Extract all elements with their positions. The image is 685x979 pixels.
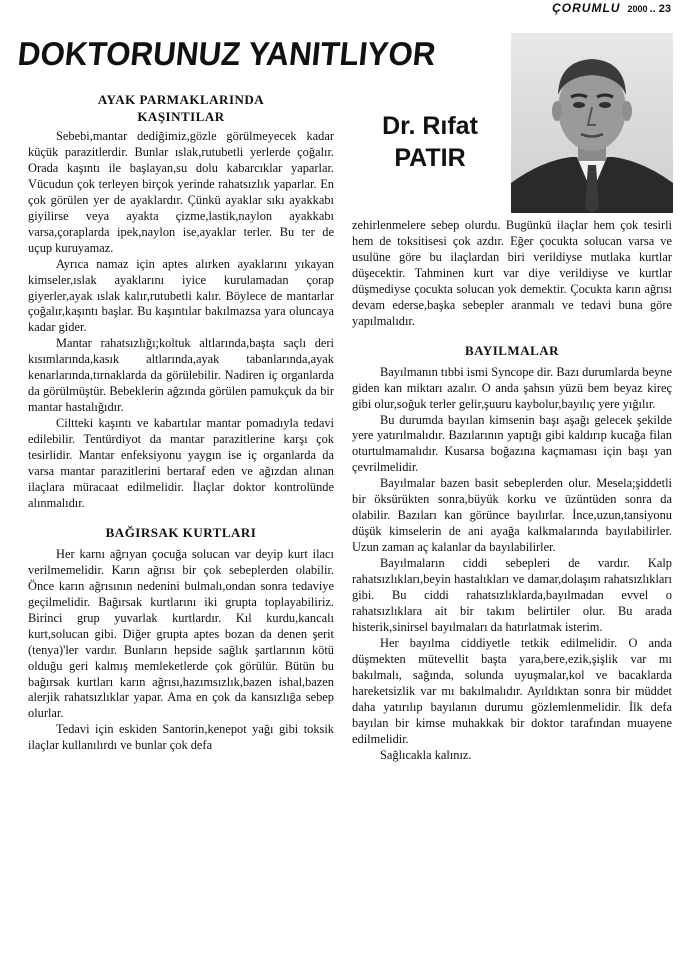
paragraph: Her bayılma ciddiyetle tetkik edilmelidir. O anda düşmekten mütevellit başta yara,bere,ezik,şişlik var mı bakılmalı, sağında, solunda uyuşmalar,kol ve bacaklarda hareketsizlik var mı bakılmalıdır. Ayıldıktan sonra bir müddet daha yatırılıp bayılanın durumu gözlemlenmelidir. İlk defa bayılan bir kimse muhakkak bir doktor tarafından muayene edilmelidir. [352, 635, 672, 746]
paragraph: Bayılmalar bazen basit sebeplerden olur. Mesela;şiddetli bir öksürükten sonra,büyük korku ve üzüntüden sonra da olabilir. Bazıları kan görünce bayılırlar. İnce,uzun,tansiyonu düşük kimselerin de ani ayağa kalkmalarında bayılabilirler. Uzun zaman aç kalanlar da bayılabilirler. [352, 476, 672, 555]
section-heading-fainting: BAYILMALAR [464, 342, 560, 358]
author-surname: PATIR [394, 144, 466, 172]
section-heading-intestinal-worms: BAĞIRSAK KURTLARI [105, 524, 257, 540]
paragraph: Ayrıca namaz için aptes alırken ayaklarını yıkayan kimseler,ıslak ayaklarını iyice kurulamadan çorap giyerler,ayak ıslak kalır,rutubetli kalır. Böylece de mantarlar çoğalır,kaşıntı başlar. Bu kaşıntılar bakılmazsa yara oluncaya kadar gider. [28, 256, 334, 335]
page-number: 23 [658, 3, 671, 15]
paragraph: Tedavi için eskiden Santorin,kenepot yağı gibi toksik ilaçlar kullanılırdı ve bunlar çok defa [28, 722, 334, 753]
paragraph: Sebebi,mantar dediğimiz,gözle görülmeyecek kadar küçük parazitlerdir. Bunlar ıslak,rutubetli yerlerde çoğalır. Orada kaşıntı ile başlayan,su dolu kabarcıklar yaparlar. Vücudun çok terleyen birçok yerinde rahatsızlık yaparlar. En çok görülen yer de ayaklardır. Çünkü ayaklar sıkı ayakkabı giyilirse veya ayakta çizme,lastik,naylon ayakkabı varsa,çoraplarda ipek,naylon ise,ayaklar terler. Bu ter de uçup kuruyamaz. [28, 129, 334, 255]
left-column [28, 91, 334, 754]
section-heading-athletes-foot [28, 91, 334, 125]
page-header [552, 1, 671, 15]
author-photo [511, 33, 673, 213]
paragraph: zehirlenmelere sebep olurdu. Bugünkü ilaçlar hem çok tesirli hem de toksitisesi çok azdır. Eğer çocukta solucan varsa ve usulüne göre bu ilaçlardan biri verildiyse mutlaka kurtlar düşecektir. Tahminen kurt var diye verildiyse ve kurtlar düşmediyse çocukta solucan yok demektir. Çocukta karın ağrısı devam ederse,başka sebepler aranmalı ve tedavi buna göre yapılmalıdır. [352, 218, 672, 328]
heading-line-1: AYAK PARMAKLARINDA [97, 92, 265, 107]
paragraph: Ciltteki kaşıntı ve kabartılar mantar pomadıyla tedavi edilebilir. Tentürdiyot da mantar parazitlerine karşı çok tesirlidir. Mantar enfeksiyonu yaygın ise iç organlarda da varsa mantar parazitlerini bertaraf eden ve ağızdan alınan ilaçlara müracaat edilmelidir. İlaçlar doktor kontrolünde alınmalıdır. [28, 416, 334, 510]
page-title: DOKTORUNUZ YANITLIYOR [16, 35, 438, 72]
paragraph: Her karnı ağrıyan çocuğa solucan var deyip kurt ilacı verilmemelidir. Karın ağrısı bir çok sebeplerden olabilir. Önce karın ağrısının nedenini bulmalı,ondan sonra tedaviye geçilmelidir. Bağırsak kurtlarını iki grupta toplayabiliriz. Birinci grup yuvarlak kurtlardır. Kıl kurdu,kancalı kurt,solucan gibi. Diğer grupta aptes bozan da denen şerit (tenya)'ler vardır. Bunların hepside sağlık şartlarının kötü olduğu geri kalmış memleketlerde çok görülür. Bütün bu bağırsak kurtları karın ağrısı,hazımsızlık,bazen ishal,bazen alerjik rahatsızlıklar yapar. Ama en çok da kansızlığa sebep olurlar. [28, 546, 334, 721]
heading-line-2: KAŞINTILAR [137, 109, 225, 124]
portrait-image [511, 33, 673, 213]
paragraph: Bayılmaların ciddi sebepleri de vardır. Kalp rahatsızlıkları,beyin hastalıkları ve damar,dolaşım rahatsızlıkları gibi. Bu ciddi rahatsızlıklarda,bayılmadan evvel o rahatsızlıklara ait bir takım belirtiler olur. Bu arada histerik,sinirsel bayılmaları da hatırlatmak isterim. [352, 556, 672, 634]
right-column [352, 218, 672, 764]
paragraph: Bayılmanın tıbbi ismi Syncope dir. Bazı durumlarda beyne giden kan miktarı azalır. O anda şahsın yüzü bem beyaz kireç gibi olur,soğuk terler gelir,şuuru kaybolur,bayılıç yere yığılır. [352, 364, 672, 411]
closing-line: Sağlıcakla kalınız. [380, 747, 472, 762]
magazine-name: ÇORUMLU [552, 1, 621, 15]
author-title: Dr. Rıfat [382, 112, 478, 140]
paragraph: Mantar rahatsızlığı;koltuk altlarında,başta saçlı deri kısımlarında,kasık altlarında,ayak tabanlarında,ayak kenarlarında,tırnaklarda da görülebilir. Nadiren iç organlarda da görülmüştür. Bebeklerin ağzında görülen pamukçuk da bir mantar hastalığıdır. [28, 336, 334, 415]
paragraph: Bu durumda bayılan kimsenin başı aşağı gelecek şekilde yere yatırılmalıdır. Bazılarının yaptığı gibi kaldırıp kucağa filan oturtulmamalıdır. Kusarsa boğazına kaçmaması için başı yan çevrilmelidir. [352, 412, 672, 475]
issue-year: 2000 [627, 4, 648, 14]
author-name [355, 110, 505, 174]
header-separator: .. [649, 3, 656, 15]
